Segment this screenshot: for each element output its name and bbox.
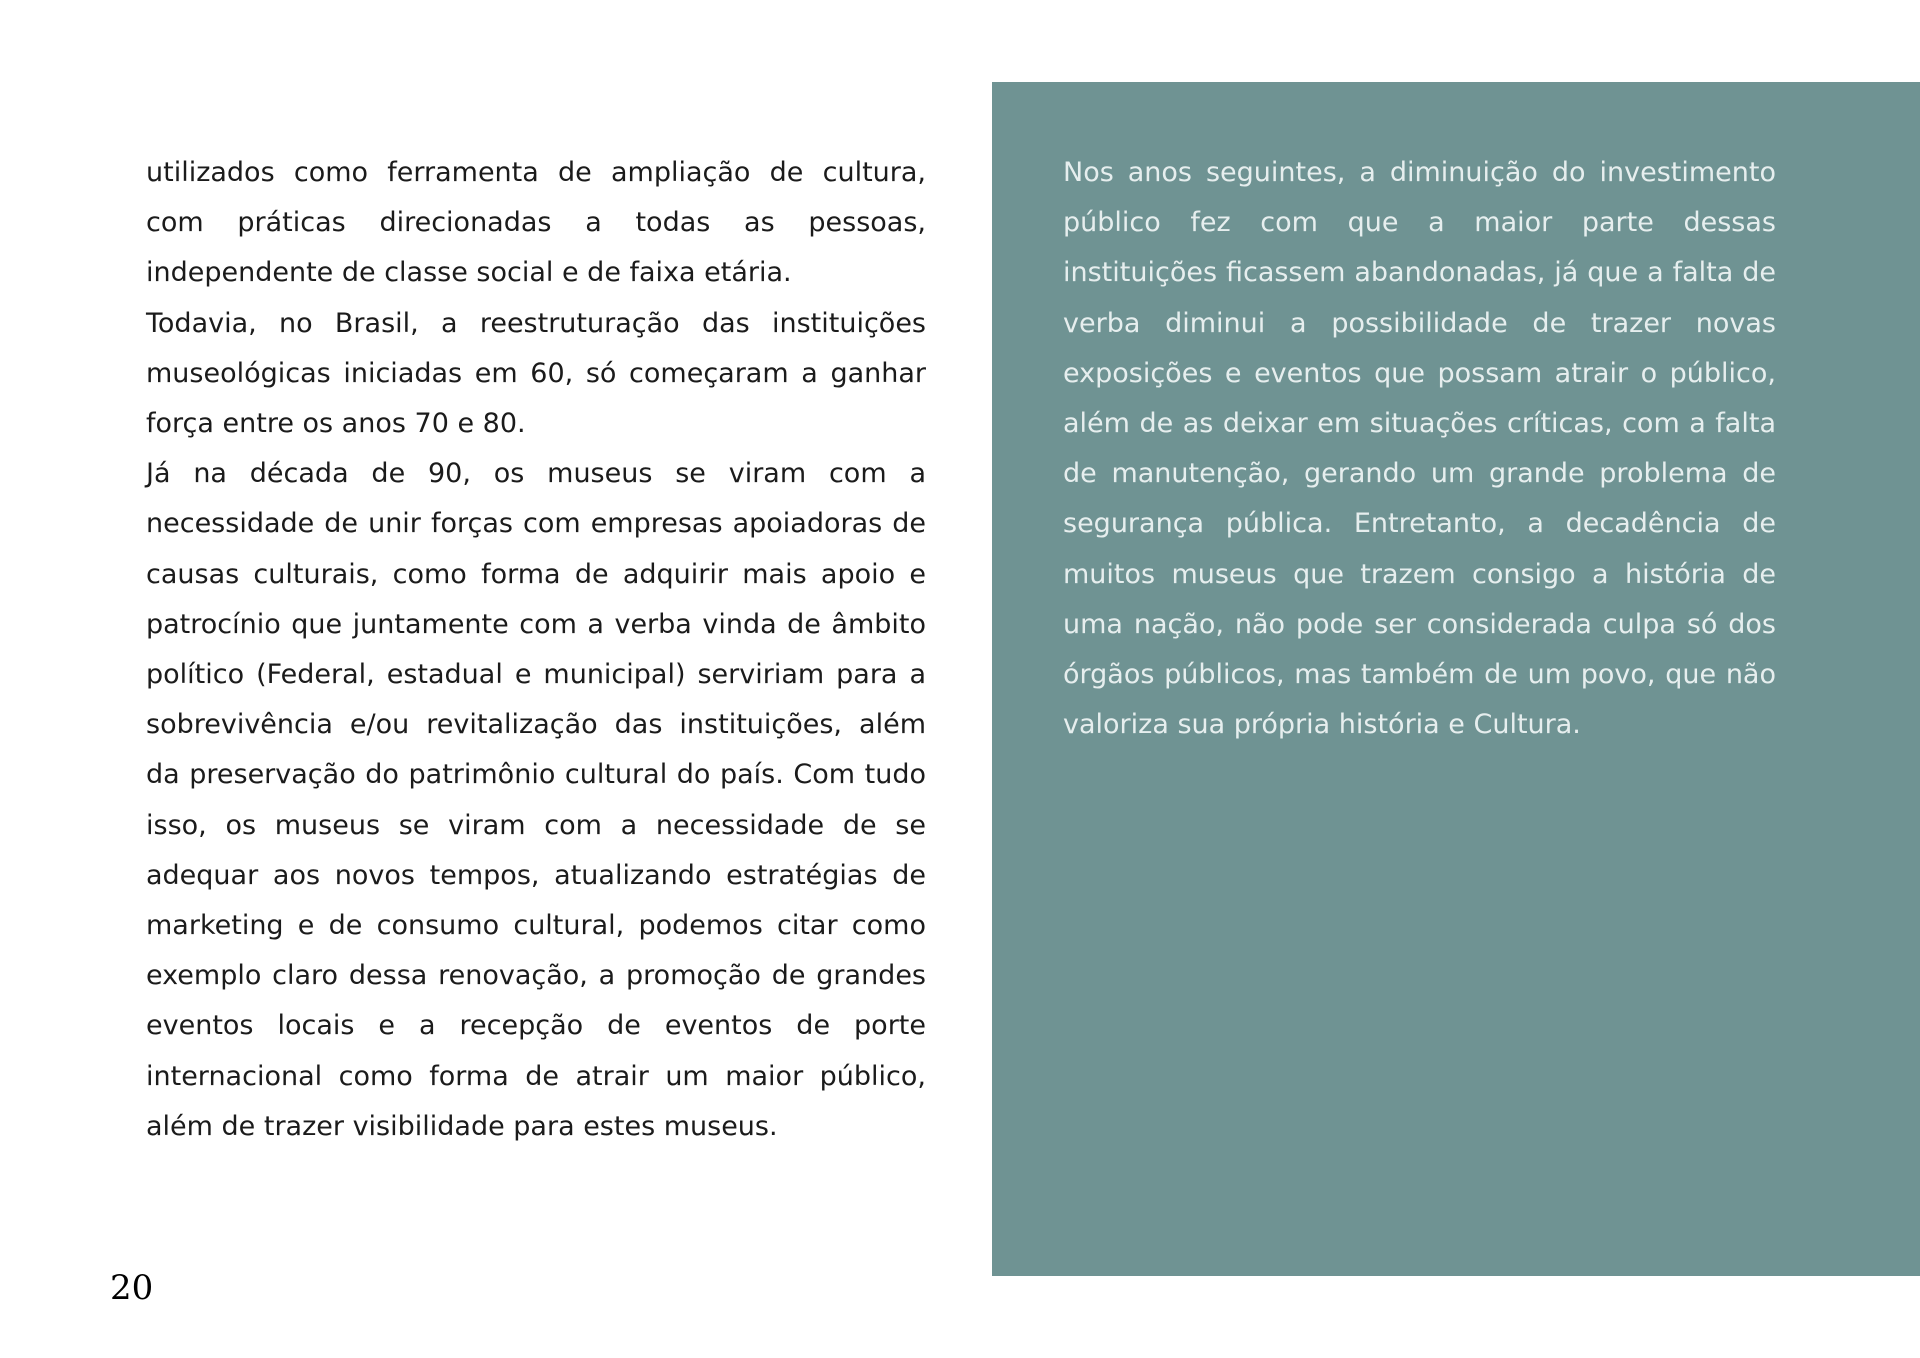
left-text-column bbox=[146, 148, 926, 1152]
page-number: 20 bbox=[110, 1268, 154, 1308]
paragraph-brazil-restructuring: Todavia, no Brasil, a reestruturação das instituições museológicas iniciadas em 60, só começaram a ganhar força entre os anos 70 e 80. bbox=[146, 307, 926, 440]
highlight-text-column bbox=[1063, 148, 1776, 750]
paragraph-nineties-museums: Já na década de 90, os museus se viram com a necessidade de unir forças com empresas apoiadoras de causas culturais, como forma de adquirir mais apoio e patrocínio que juntamente com a verba vinda de âmbito político (Federal, estadual e municipal) serviriam para a sobrevivência e/ou revitalização das instituições, além da preservação do patrimônio cultural do país. Com tudo isso, os museus se viram com a necessidade de se adequar aos novos tempos, atualizando estratégias de marketing e de consumo cultural, podemos citar como exemplo claro dessa renovação, a promoção de grandes eventos locais e a recepção de eventos de porte internacional como forma de atrair um maior público, além de trazer visibilidade para estes museus. bbox=[146, 458, 926, 1142]
paragraph-intro: utilizados como ferramenta de ampliação de cultura, com práticas direcionadas a todas as pessoas, independente de classe social e de faixa etária. bbox=[146, 157, 926, 289]
paragraph-decline: Nos anos seguintes, a diminuição do investimento público fez com que a maior parte dessas instituições ficassem abandonadas, já que a falta de verba diminui a possibilidade de trazer novas exposições e eventos que possam atrair o público, além de as deixar em situações críticas, com a falta de manutenção, gerando um grande problema de segurança pública. Entretanto, a decadência de muitos museus que trazem consigo a história de uma nação, não pode ser considerada culpa só dos órgãos públicos, mas também de um povo, que não valoriza sua própria história e Cultura. bbox=[1063, 157, 1776, 741]
